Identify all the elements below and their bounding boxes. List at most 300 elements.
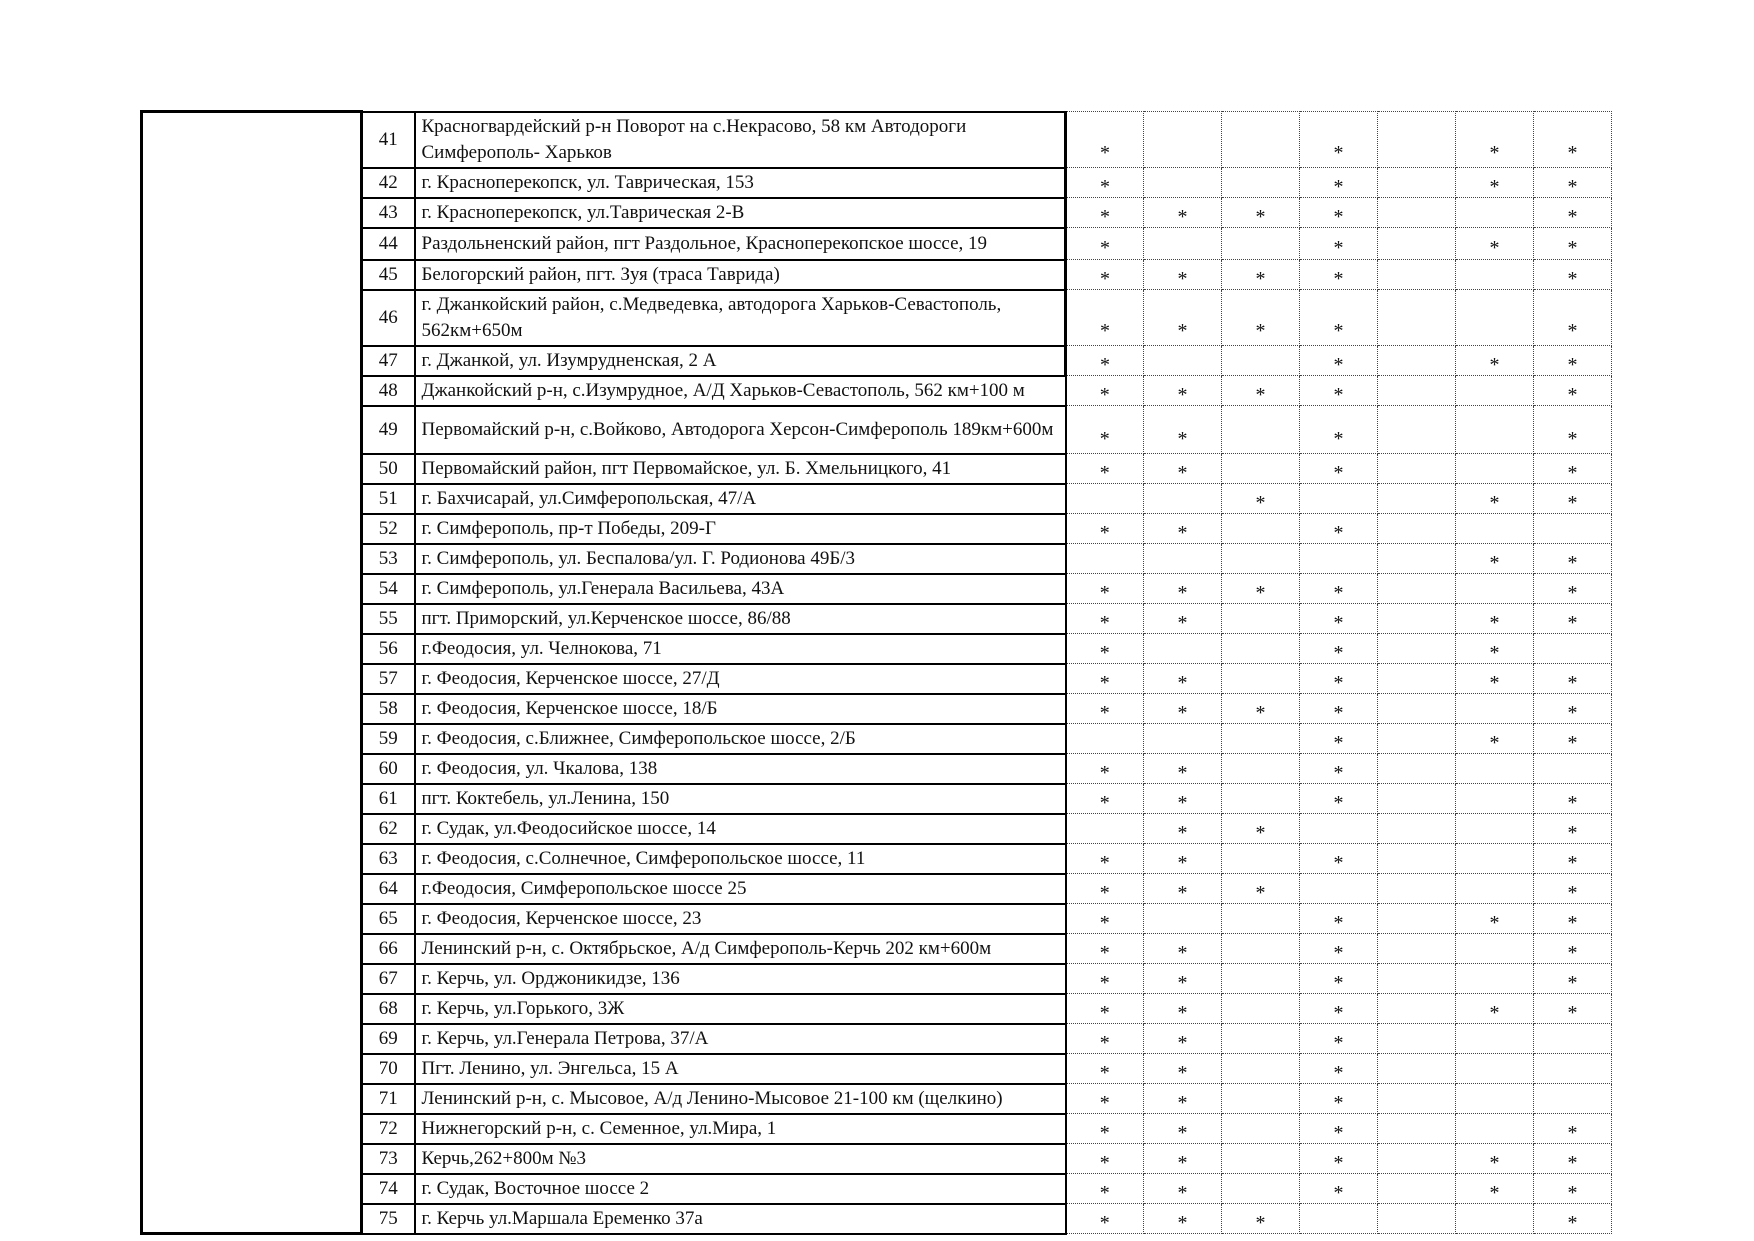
asterisk-mark: * [1255, 205, 1266, 228]
asterisk-mark: * [1333, 205, 1344, 228]
empty-mark-cell [1066, 814, 1144, 844]
asterisk-mark: * [1177, 1031, 1188, 1054]
empty-mark-cell [1456, 260, 1534, 290]
empty-mark-cell [1222, 112, 1300, 168]
mark-cell [1300, 1144, 1378, 1174]
asterisk-mark: * [1567, 353, 1578, 376]
empty-mark-cell [1378, 544, 1456, 574]
empty-mark-cell [1456, 1084, 1534, 1114]
row-number-cell: 70 [362, 1054, 415, 1084]
asterisk-mark: * [1177, 941, 1188, 964]
empty-mark-cell [1456, 784, 1534, 814]
asterisk-mark: * [1567, 1211, 1578, 1234]
mark-cell [1222, 574, 1300, 604]
empty-mark-cell [1222, 664, 1300, 694]
mark-cell [1066, 290, 1144, 346]
empty-mark-cell [1378, 994, 1456, 1024]
table-row [142, 290, 1612, 346]
mark-cell [1222, 874, 1300, 904]
row-number-cell: 55 [362, 604, 415, 634]
mark-cell [1066, 346, 1144, 376]
mark-cell [1144, 1114, 1222, 1144]
mark-cell [1066, 694, 1144, 724]
asterisk-mark: * [1489, 731, 1500, 754]
mark-cell [1300, 346, 1378, 376]
asterisk-mark: * [1567, 267, 1578, 290]
asterisk-mark: * [1177, 701, 1188, 724]
asterisk-mark: * [1099, 641, 1110, 664]
mark-cell [1534, 934, 1612, 964]
mark-cell [1144, 1024, 1222, 1054]
mark-cell [1300, 934, 1378, 964]
asterisk-mark: * [1100, 236, 1110, 259]
empty-mark-cell [1378, 1204, 1456, 1234]
asterisk-mark: * [1567, 941, 1578, 964]
row-number-cell: 44 [362, 228, 415, 260]
mark-cell [1534, 604, 1612, 634]
asterisk-mark: * [1099, 581, 1110, 604]
row-number-cell: 41 [362, 112, 415, 168]
empty-mark-cell [1378, 664, 1456, 694]
mark-cell [1066, 376, 1144, 406]
row-number-cell: 67 [362, 964, 415, 994]
address-cell: г. Феодосия, с.Ближнее, Симферопольское шоссе, 2/Б [415, 724, 1066, 754]
mark-cell [1066, 754, 1144, 784]
empty-mark-cell [1378, 694, 1456, 724]
asterisk-mark: * [1489, 551, 1500, 574]
row-number-cell: 66 [362, 934, 415, 964]
empty-mark-cell [1378, 604, 1456, 634]
asterisk-mark: * [1567, 881, 1578, 904]
mark-cell [1300, 724, 1378, 754]
mark-cell [1066, 260, 1144, 290]
mark-cell [1300, 694, 1378, 724]
address-cell: Керчь,262+800м №3 [415, 1144, 1066, 1174]
asterisk-mark: * [1333, 236, 1344, 259]
mark-cell [1534, 694, 1612, 724]
asterisk-mark: * [1177, 1061, 1188, 1084]
empty-mark-cell [1222, 754, 1300, 784]
asterisk-mark: * [1099, 791, 1110, 814]
mark-cell [1300, 994, 1378, 1024]
asterisk-mark: * [1333, 791, 1344, 814]
table-row [142, 484, 1612, 514]
mark-cell [1534, 544, 1612, 574]
asterisk-mark: * [1177, 1211, 1188, 1234]
mark-cell [1144, 574, 1222, 604]
empty-mark-cell [1222, 1084, 1300, 1114]
asterisk-mark: * [1177, 881, 1188, 904]
empty-mark-cell [1378, 784, 1456, 814]
asterisk-mark: * [1567, 461, 1578, 484]
mark-cell [1534, 904, 1612, 934]
mark-cell [1066, 874, 1144, 904]
row-number-cell: 50 [362, 454, 415, 484]
asterisk-mark: * [1567, 821, 1578, 844]
row-number-cell: 68 [362, 994, 415, 1024]
asterisk-mark: * [1489, 1151, 1500, 1174]
mark-cell [1300, 168, 1378, 198]
empty-mark-cell [1534, 754, 1612, 784]
mark-cell [1534, 874, 1612, 904]
mark-cell [1066, 1054, 1144, 1084]
row-number-cell: 52 [362, 514, 415, 544]
empty-mark-cell [1222, 604, 1300, 634]
mark-cell [1534, 664, 1612, 694]
mark-cell [1144, 454, 1222, 484]
mark-cell [1144, 844, 1222, 874]
mark-cell [1066, 514, 1144, 544]
asterisk-mark: * [1333, 1001, 1344, 1024]
mark-cell [1144, 1204, 1222, 1234]
table-row [142, 1084, 1612, 1114]
address-cell: Раздольненский район, пгт Раздольное, Красноперекопское шоссе, 19 [415, 228, 1066, 260]
table-row [142, 544, 1612, 574]
address-cell: г. Феодосия, Керченское шоссе, 18/Б [415, 694, 1066, 724]
asterisk-mark: * [1099, 941, 1110, 964]
mark-cell [1144, 1174, 1222, 1204]
asterisk-mark: * [1177, 791, 1188, 814]
table-row [142, 198, 1612, 228]
empty-mark-cell [1456, 814, 1534, 844]
mark-cell [1456, 664, 1534, 694]
asterisk-mark: * [1333, 1031, 1344, 1054]
asterisk-mark: * [1333, 383, 1344, 406]
mark-cell [1534, 228, 1612, 260]
mark-cell [1456, 904, 1534, 934]
row-number-cell: 72 [362, 1114, 415, 1144]
table-row [142, 754, 1612, 784]
mark-cell [1144, 664, 1222, 694]
row-number-cell: 57 [362, 664, 415, 694]
empty-mark-cell [1222, 1114, 1300, 1144]
address-cell: г. Красноперекопск, ул. Таврическая, 153 [415, 168, 1066, 198]
empty-mark-cell [1378, 1114, 1456, 1144]
mark-cell [1300, 228, 1378, 260]
empty-mark-cell [1378, 346, 1456, 376]
mark-cell [1144, 198, 1222, 228]
address-cell: Джанкойский р-н, с.Изумрудное, А/Д Харьков-Севастополь, 562 км+100 м [415, 376, 1066, 406]
mark-cell [1144, 754, 1222, 784]
asterisk-mark: * [1177, 383, 1188, 406]
row-number-cell: 75 [362, 1204, 415, 1234]
mark-cell [1066, 784, 1144, 814]
empty-mark-cell [1222, 784, 1300, 814]
asterisk-mark: * [1099, 701, 1110, 724]
table-row [142, 604, 1612, 634]
mark-cell [1066, 112, 1144, 168]
empty-mark-cell [1222, 1144, 1300, 1174]
row-number-cell: 73 [362, 1144, 415, 1174]
mark-cell [1456, 604, 1534, 634]
asterisk-mark: * [1177, 1151, 1188, 1174]
mark-cell [1300, 514, 1378, 544]
mark-cell [1300, 604, 1378, 634]
empty-mark-cell [1378, 814, 1456, 844]
asterisk-mark: * [1333, 521, 1344, 544]
address-cell: г. Судак, Восточное шоссе 2 [415, 1174, 1066, 1204]
asterisk-mark: * [1567, 320, 1578, 342]
table-row [142, 784, 1612, 814]
row-number-cell: 71 [362, 1084, 415, 1114]
row-number-cell: 47 [362, 346, 415, 376]
asterisk-mark: * [1333, 581, 1344, 604]
asterisk-mark: * [1099, 761, 1110, 784]
asterisk-mark: * [1567, 236, 1578, 259]
mark-cell [1066, 1084, 1144, 1114]
mark-cell [1144, 874, 1222, 904]
empty-mark-cell [1144, 634, 1222, 664]
address-cell: Нижнегорский р-н, с. Семенное, ул.Мира, 1 [415, 1114, 1066, 1144]
address-cell: г. Бахчисарай, ул.Симферопольская, 47/А [415, 484, 1066, 514]
empty-mark-cell [1222, 1174, 1300, 1204]
mark-cell [1066, 454, 1144, 484]
table-row [142, 1114, 1612, 1144]
asterisk-mark: * [1333, 611, 1344, 634]
mark-cell [1300, 574, 1378, 604]
empty-mark-cell [1222, 454, 1300, 484]
mark-cell [1144, 406, 1222, 454]
mark-cell [1300, 198, 1378, 228]
mark-cell [1222, 260, 1300, 290]
asterisk-mark: * [1099, 1151, 1110, 1174]
address-cell: г. Симферополь, ул.Генерала Васильева, 43А [415, 574, 1066, 604]
empty-mark-cell [1144, 484, 1222, 514]
row-number-cell: 53 [362, 544, 415, 574]
asterisk-mark: * [1333, 428, 1344, 450]
address-cell: пгт. Коктебель, ул.Ленина, 150 [415, 784, 1066, 814]
table-row [142, 574, 1612, 604]
mark-cell [1300, 904, 1378, 934]
mark-cell [1066, 1144, 1144, 1174]
asterisk-mark: * [1100, 353, 1110, 376]
mark-cell [1066, 934, 1144, 964]
mark-cell [1534, 814, 1612, 844]
mark-cell [1456, 346, 1534, 376]
asterisk-mark: * [1333, 671, 1344, 694]
empty-mark-cell [1222, 168, 1300, 198]
mark-cell [1144, 784, 1222, 814]
empty-mark-cell [1378, 844, 1456, 874]
mark-cell [1456, 544, 1534, 574]
asterisk-mark: * [1567, 971, 1578, 994]
address-cell: Белогорский район, пгт. Зуя (траса Таврида) [415, 260, 1066, 290]
empty-mark-cell [1144, 228, 1222, 260]
row-number-cell: 42 [362, 168, 415, 198]
empty-mark-cell [1144, 544, 1222, 574]
empty-mark-cell [1378, 168, 1456, 198]
mark-cell [1144, 814, 1222, 844]
address-cell: г. Джанкойский район, с.Медведевка, автодорога Харьков-Севастополь, 562км+650м [415, 290, 1066, 346]
mark-cell [1534, 1144, 1612, 1174]
table-row [142, 454, 1612, 484]
empty-mark-cell [1222, 514, 1300, 544]
asterisk-mark: * [1177, 971, 1188, 994]
row-number-cell: 64 [362, 874, 415, 904]
table-row [142, 994, 1612, 1024]
mark-cell [1222, 376, 1300, 406]
asterisk-mark: * [1177, 821, 1188, 844]
empty-mark-cell [1456, 1204, 1534, 1234]
mark-cell [1300, 754, 1378, 784]
asterisk-mark: * [1489, 611, 1500, 634]
mark-cell [1300, 964, 1378, 994]
asterisk-mark: * [1177, 581, 1188, 604]
asterisk-mark: * [1099, 671, 1110, 694]
asterisk-mark: * [1489, 353, 1500, 376]
mark-cell [1456, 484, 1534, 514]
empty-mark-cell [1222, 1024, 1300, 1054]
mark-cell [1066, 904, 1144, 934]
empty-mark-cell [1222, 994, 1300, 1024]
empty-mark-cell [1378, 228, 1456, 260]
empty-mark-cell [1222, 634, 1300, 664]
mark-cell [1144, 1144, 1222, 1174]
asterisk-mark: * [1567, 551, 1578, 574]
asterisk-mark: * [1489, 911, 1500, 934]
asterisk-mark: * [1177, 851, 1188, 874]
row-number-cell: 62 [362, 814, 415, 844]
mark-cell [1534, 1204, 1612, 1234]
mark-cell [1144, 260, 1222, 290]
mark-cell [1456, 168, 1534, 198]
asterisk-mark: * [1333, 641, 1344, 664]
asterisk-mark: * [1567, 671, 1578, 694]
mark-cell [1144, 934, 1222, 964]
asterisk-mark: * [1099, 851, 1110, 874]
mark-cell [1066, 604, 1144, 634]
mark-cell [1534, 724, 1612, 754]
asterisk-mark: * [1099, 1121, 1110, 1144]
mark-cell [1534, 260, 1612, 290]
asterisk-mark: * [1099, 1211, 1110, 1234]
mark-cell [1144, 964, 1222, 994]
asterisk-mark: * [1099, 881, 1110, 904]
address-cell: г. Судак, ул.Феодосийское шоссе, 14 [415, 814, 1066, 844]
asterisk-mark: * [1099, 461, 1110, 484]
address-cell: Ленинский р-н, с. Октябрьское, А/д Симферополь-Керчь 202 км+600м [415, 934, 1066, 964]
empty-mark-cell [1378, 1144, 1456, 1174]
asterisk-mark: * [1099, 1091, 1110, 1114]
empty-mark-cell [1378, 112, 1456, 168]
empty-mark-cell [1378, 376, 1456, 406]
mark-cell [1300, 664, 1378, 694]
empty-mark-cell [1534, 1084, 1612, 1114]
asterisk-mark: * [1099, 1061, 1110, 1084]
empty-mark-cell [1456, 874, 1534, 904]
table-row [142, 814, 1612, 844]
row-number-cell: 60 [362, 754, 415, 784]
empty-mark-cell [1222, 406, 1300, 454]
mark-cell [1300, 290, 1378, 346]
asterisk-mark: * [1333, 851, 1344, 874]
empty-mark-cell [1300, 484, 1378, 514]
asterisk-mark: * [1333, 175, 1344, 198]
asterisk-mark: * [1489, 236, 1500, 259]
asterisk-mark: * [1100, 142, 1110, 164]
mark-cell [1456, 994, 1534, 1024]
empty-mark-cell [1456, 754, 1534, 784]
mark-cell [1534, 484, 1612, 514]
mark-cell [1144, 1054, 1222, 1084]
asterisk-mark: * [1099, 911, 1110, 934]
asterisk-mark: * [1333, 731, 1344, 754]
mark-cell [1300, 634, 1378, 664]
asterisk-mark: * [1567, 383, 1578, 406]
empty-mark-cell [1066, 544, 1144, 574]
asterisk-mark: * [1177, 428, 1188, 450]
address-cell: г. Красноперекопск, ул.Таврическая 2-В [415, 198, 1066, 228]
row-number-cell: 56 [362, 634, 415, 664]
asterisk-mark: * [1099, 1001, 1110, 1024]
row-number-cell: 65 [362, 904, 415, 934]
mark-cell [1534, 454, 1612, 484]
address-cell: г. Феодосия, ул. Чкалова, 138 [415, 754, 1066, 784]
table-row [142, 1054, 1612, 1084]
asterisk-mark: * [1567, 491, 1578, 514]
asterisk-mark: * [1255, 383, 1266, 406]
empty-mark-cell [1378, 964, 1456, 994]
empty-mark-cell [1378, 934, 1456, 964]
mark-cell [1066, 228, 1144, 260]
asterisk-mark: * [1333, 1061, 1344, 1084]
asterisk-mark: * [1489, 491, 1500, 514]
asterisk-mark: * [1333, 142, 1344, 164]
table-row [142, 844, 1612, 874]
address-cell: г. Симферополь, пр-т Победы, 209-Г [415, 514, 1066, 544]
asterisk-mark: * [1100, 175, 1110, 198]
empty-mark-cell [1456, 376, 1534, 406]
asterisk-mark: * [1177, 1121, 1188, 1144]
table-row [142, 874, 1612, 904]
table-row [142, 514, 1612, 544]
asterisk-mark: * [1333, 971, 1344, 994]
mark-cell [1300, 376, 1378, 406]
mark-cell [1300, 1084, 1378, 1114]
row-number-cell: 69 [362, 1024, 415, 1054]
row-number-cell: 48 [362, 376, 415, 406]
mark-cell [1300, 784, 1378, 814]
asterisk-mark: * [1567, 428, 1578, 450]
row-number-cell: 59 [362, 724, 415, 754]
mark-cell [1066, 198, 1144, 228]
row-number-cell: 74 [362, 1174, 415, 1204]
address-cell: пгт. Приморский, ул.Керченское шоссе, 86/88 [415, 604, 1066, 634]
table-row [142, 406, 1612, 454]
empty-mark-cell [1222, 346, 1300, 376]
asterisk-mark: * [1489, 175, 1500, 198]
mark-cell [1222, 694, 1300, 724]
address-cell: г. Керчь, ул. Орджоникидзе, 136 [415, 964, 1066, 994]
address-cell: г. Джанкой, ул. Изумрудненская, 2 А [415, 346, 1066, 376]
asterisk-mark: * [1567, 1151, 1578, 1174]
empty-mark-cell [1378, 574, 1456, 604]
row-number-cell: 61 [362, 784, 415, 814]
asterisk-mark: * [1333, 461, 1344, 484]
empty-mark-cell [1222, 934, 1300, 964]
empty-mark-cell [1378, 198, 1456, 228]
empty-mark-cell [1534, 1054, 1612, 1084]
asterisk-mark: * [1333, 941, 1344, 964]
asterisk-mark: * [1567, 791, 1578, 814]
row-number-cell: 54 [362, 574, 415, 604]
asterisk-mark: * [1333, 1151, 1344, 1174]
mark-cell [1456, 112, 1534, 168]
asterisk-mark: * [1489, 1001, 1500, 1024]
mark-cell [1222, 290, 1300, 346]
asterisk-mark: * [1255, 491, 1266, 514]
empty-mark-cell [1222, 964, 1300, 994]
